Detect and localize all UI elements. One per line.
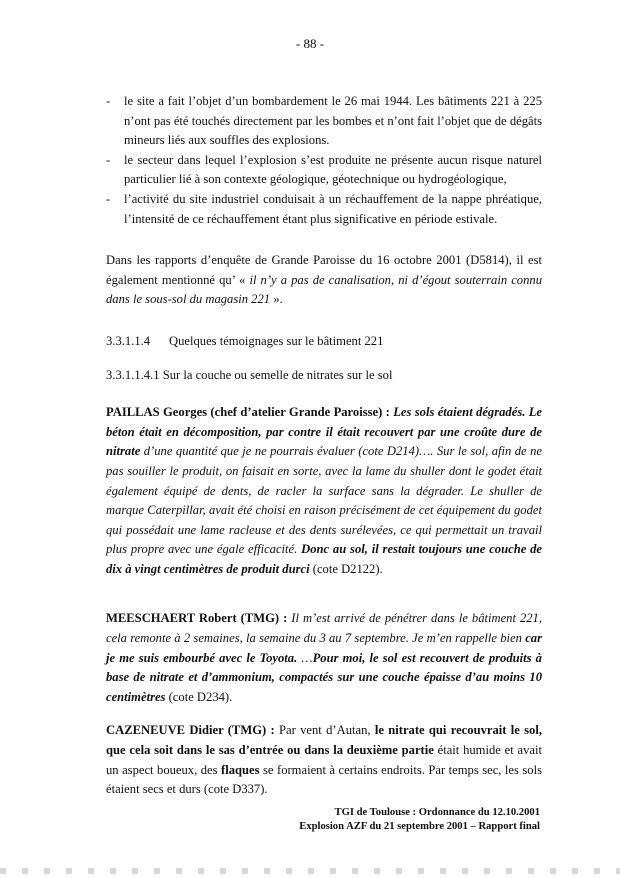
rapports-quote-open: « bbox=[239, 272, 250, 287]
testimony-text: était humide et avait un aspect boueux, des bbox=[106, 743, 542, 777]
list-item bbox=[106, 190, 542, 229]
testimony-emphasis: Les sols étaient dégradés. Le béton était en décomposition, par contre il était recouvert par une croûte dure de nitrate bbox=[106, 405, 543, 459]
testimony-emphasis: Pour moi, le sol est recouvert de produits à base de nitrate et d’ammonium, compactés sur une couche épaisse d’au moins 10 centimètres bbox=[106, 650, 542, 704]
list-item-text: l’activité du site industriel conduisait à un réchauffement de la nappe phréatique, l’intensité de ce réchauffement étant plus significative en période estivale. bbox=[124, 191, 542, 226]
document-body bbox=[106, 92, 542, 800]
footer-line-report: Explosion AZF du 21 septembre 2001 – Rapport final bbox=[299, 821, 540, 832]
testimony-cazeneuve bbox=[106, 721, 542, 799]
list-item bbox=[106, 92, 542, 151]
bullet-dash: - bbox=[106, 94, 111, 108]
testimony-emphasis: car je me suis embourbé avec le Toyota. bbox=[106, 631, 542, 665]
list-item-text: le secteur dans lequel l’explosion s’est produite ne présente aucun risque naturel particulier lié à son contexte géologique, géotechnique ou hydrogéologique, bbox=[124, 152, 542, 187]
rapports-paragraph bbox=[106, 251, 542, 310]
testimony-text: Par vent d’Autan, bbox=[274, 723, 375, 738]
bullet-list bbox=[106, 92, 542, 229]
page-footer bbox=[299, 806, 540, 834]
bullet-dash: - bbox=[106, 152, 111, 167]
testimony-meeschaert bbox=[106, 609, 542, 707]
testimony-text: se formaient à certains endroits. Par temps sec, les sols étaient secs et durs (cote D337). bbox=[106, 762, 542, 797]
section-title: Sur la couche ou semelle de nitrates sur le sol bbox=[162, 367, 393, 382]
page-number: - 88 - bbox=[295, 36, 325, 51]
testimony-paillas bbox=[106, 403, 542, 579]
witness-name: CAZENEUVE Didier (TMG) : bbox=[106, 723, 275, 738]
testimony-reference: (cote D2122). bbox=[309, 561, 383, 576]
footer-line-court: TGI de Toulouse : Ordonnance du 12.10.2001 bbox=[334, 807, 540, 818]
witness-name: MEESCHAERT Robert (TMG) : bbox=[106, 611, 288, 626]
list-item-text: le site a fait l’objet d’un bombardement le 26 mai 1944. Les bâtiments 221 à 225 n’ont pas été touchés directement par les bombes et n’ont fait l’objet que de dégâts mineurs liés aux souffles des explosions. bbox=[124, 94, 542, 148]
testimony-emphasis: Donc au sol, il restait toujours une couche de dix à vingt centimètres de produit durci bbox=[106, 542, 542, 576]
bullet-dash: - bbox=[106, 191, 111, 206]
rapports-quote-text: il n’y a pas de canalisation, ni d’égout souterrain connu dans le sous-sol du magasin 221 bbox=[106, 272, 542, 307]
rapports-quote-close: ». bbox=[270, 292, 283, 307]
testimony-reference: (cote D234). bbox=[165, 689, 233, 704]
testimony-text: d’une quantité que je ne pourrais évaluer (cote D214)…. Sur le sol, afin de ne pas souiller le produit, on faisait en sorte, avec la lame du shuller dont le godet était également équipé de dents, de racler la surface sans la dégrader. Le shuller de marque Caterpillar, avait été choisi en raison précisément de cet équipement du godet qui possédait une lame racleuse et des dents surélevées, ce qui permettait un travail plus propre avec une égale efficacité. bbox=[106, 444, 542, 557]
testimony-text: … bbox=[297, 650, 313, 665]
scan-artifact-dots bbox=[0, 868, 620, 874]
testimony-emphasis: le nitrate qui recouvrait le sol, que cela soit dans le sas d’entrée ou dans la deuxième partie bbox=[106, 723, 543, 758]
section-number: 3.3.1.1.4 bbox=[106, 333, 151, 348]
section-heading-3-3-1-1-4 bbox=[106, 332, 542, 352]
section-title: Quelques témoignages sur le bâtiment 221 bbox=[169, 333, 384, 348]
testimony-emphasis: flaques bbox=[221, 762, 260, 777]
section-heading-3-3-1-1-4-1 bbox=[106, 366, 542, 386]
testimony-text: Il m’est arrivé de pénétrer dans le bâtiment 221, cela remonte à 2 semaines, la semaine du 3 au 7 septembre. Je m’en rappelle bien bbox=[106, 611, 542, 646]
list-item bbox=[106, 151, 542, 190]
witness-name: PAILLAS Georges (chef d’atelier Grande Paroisse) : bbox=[106, 405, 390, 420]
section-number: 3.3.1.1.4.1 bbox=[106, 367, 160, 382]
rapports-intro: Dans les rapports d’enquête de Grande Paroisse du 16 octobre 2001 (D5814), il est également mentionné qu’ bbox=[106, 253, 542, 287]
